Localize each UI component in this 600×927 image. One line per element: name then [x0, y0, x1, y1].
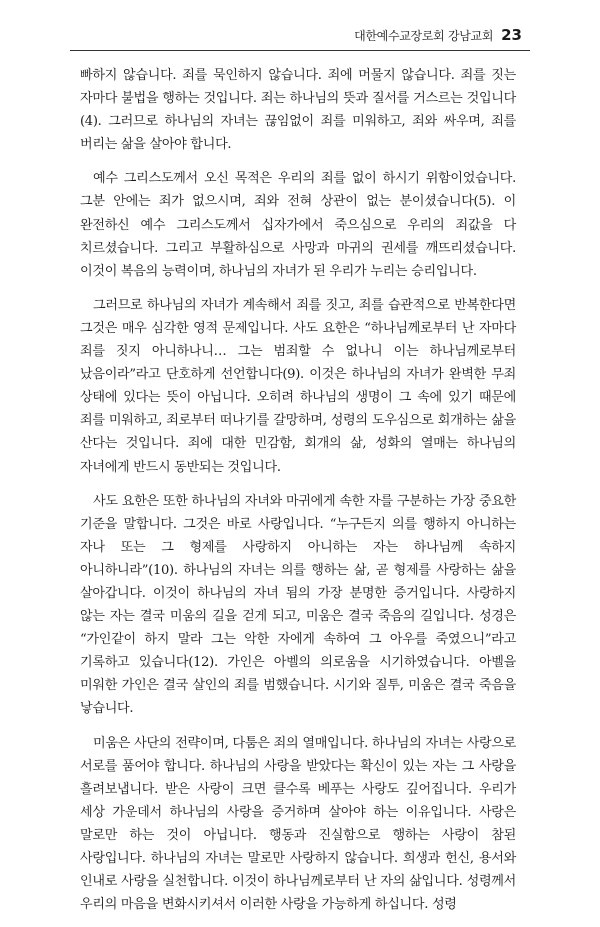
- paragraph-5: 미움은 사단의 전략이며, 다툼은 죄의 열매입니다. 하나님의 자녀는 사랑으로 서로를 품어야 합니다. 하나님의 사랑을 받았다는 확신이 있는 자는 그 사랑을 흘려보냅니다. 받은 사랑이 크면 클수록 베푸는 사랑도 깊어집니다. 우리가 세상 가운데서 하나님의 사랑을 증거하며 살아야 하는 이유입니다. 사랑은 말로만 하는 것이 아닙니다. 행동과 진실함으로 행하는 사랑이 참된 사랑입니다. 하나님의 자녀는 말로만 사랑하지 않습니다. 희생과 헌신, 용서와 인내로 사랑을 실천합니다. 이것이 하나님께로부터 난 자의 삶입니다. 성령께서 우리의 마음을 변화시키셔서 이러한 사랑을 가능하게 하십니다. 성령: [80, 735, 516, 913]
- page-header: [70, 26, 522, 44]
- paragraph-4: 사도 요한은 또한 하나님의 자녀와 마귀에게 속한 자를 구분하는 가장 중요한 기준을 말합니다. 그것은 바로 사랑입니다. “누구든지 의를 행하지 아니하는 자나 또는 그 형제를 사랑하지 아니하는 자는 하나님께 속하지 아니하니라”(10). 하나님의 자녀는 의를 행하는 삶, 곧 형제를 사랑하는 삶을 살아갑니다. 이것이 하나님의 자녀 됨의 가장 분명한 증거입니다. 사랑하지 않는 자는 결국 미움의 길을 걷게 되고, 미움은 결국 죽음의 길입니다. 성경은 “가인같이 하지 말라 그는 악한 자에게 속하여 그 아우를 죽였으니”라고 기록하고 있습니다(12). 가인은 아벨의 의로움을 시기하였습니다. 아벨을 미워한 가인은 결국 살인의 죄를 범했습니다. 시기와 질투, 미움은 결국 죽음을 낳습니다.: [80, 493, 516, 717]
- header-divider: [70, 50, 530, 51]
- running-head-church: 대한예수교장로회 강남교회: [354, 29, 494, 43]
- page-number: 23: [501, 26, 522, 44]
- paragraph-2: 예수 그리스도께서 오신 목적은 우리의 죄를 없이 하시기 위함이었습니다. 그분 안에는 죄가 없으시며, 죄와 전혀 상관이 없는 분이셨습니다(5). 이 완전하신 예수 그리스도께서 십자가에서 죽으심으로 우리의 죄값을 다 치르셨습니다. 그리고 부활하심으로 사망과 마귀의 권세를 깨뜨리셨습니다. 이것이 복음의 능력이며, 하나님의 자녀가 된 우리가 누리는 승리입니다.: [80, 171, 516, 279]
- paragraph-1: 빠하지 않습니다. 죄를 묵인하지 않습니다. 죄에 머물지 않습니다. 죄를 짓는 자마다 불법을 행하는 것입니다. 죄는 하나님의 뜻과 질서를 거스르는 것입니다(4). 그러므로 하나님의 자녀는 끊임없이 죄를 미워하고, 죄와 싸우며, 죄를 버리는 삶을 살아야 합니다.: [80, 68, 516, 153]
- body-text: [80, 64, 516, 927]
- paragraph-3: 그러므로 하나님의 자녀가 계속해서 죄를 짓고, 죄를 습관적으로 반복한다면 그것은 매우 심각한 영적 문제입니다. 사도 요한은 “하나님께로부터 난 자마다 죄를 짓지 아니하나니… 그는 범죄할 수 없나니 이는 하나님께로부터 났음이라”라고 단호하게 선언합니다(9). 이것은 하나님의 자녀가 완벽한 무죄 상태에 있다는 뜻이 아닙니다. 오히려 하나님의 생명이 그 속에 있기 때문에 죄를 미워하고, 죄로부터 떠나기를 갈망하며, 성령의 도우심으로 회개하는 삶을 산다는 것입니다. 죄에 대한 민감함, 회개의 삶, 성화의 열매는 하나님의 자녀에게 반드시 동반되는 것입니다.: [80, 297, 516, 475]
